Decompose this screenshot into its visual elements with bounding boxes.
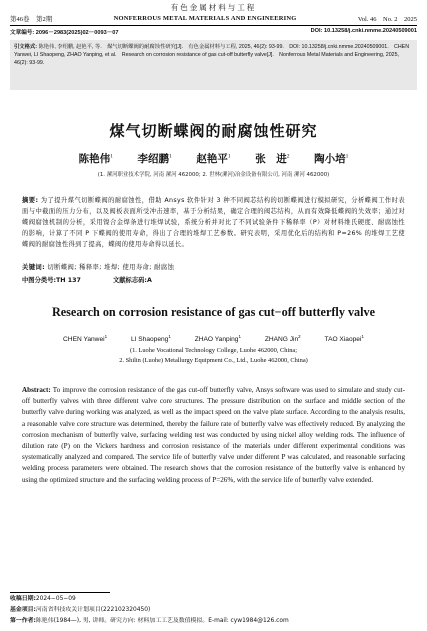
affiliation-en-line: 2. Shilin (Luohe) Metallurgy Equipment Co., Ltd., Luohe 462000, China) [119, 357, 308, 364]
affiliation-en-line: (1. Luohe Vocational Technology College, Luohe 462000, China; [129, 347, 298, 354]
doi: DOI: 10.13258/j.cnki.nmme.20240509001 [310, 28, 417, 34]
clc-number: 中图分类号:TH 137 [22, 277, 81, 284]
header-line [10, 12, 417, 24]
citation-text: 陈艳伟, 李绍鹏, 赵艳平, 等. 煤气切断蝶阀的耐腐蚀性研究[J]. 有色金属材料与工程, 2025, 46(2): 93-99. DOI: 10.13258/j.cnki.nmme.20240509001. CHEN Yanwei, LI Shaopeng, ZHAO Yanping, et al. Research on corrosion resistance of gas cut-off butterfly valve[J]. Nonferrous Metal Materials and Engineering, 2025, 46(2): 93-99. [14, 44, 410, 66]
abstract-en [22, 385, 405, 486]
author-list-en [0, 334, 427, 343]
abstract-cn-label: 摘要: [22, 197, 39, 204]
classification-line [22, 275, 405, 284]
citation-box [10, 40, 417, 90]
abstract-cn [22, 196, 405, 251]
article-number: 文章编号: 2096－2983(2025)02－0093－07 [10, 30, 119, 36]
journal-name-en: NONFERROUS METAL MATERIALS AND ENGINEERING [113, 14, 297, 22]
citation-label: 引文格式: [14, 44, 37, 50]
footnotes [10, 594, 417, 627]
author-cn: 李绍鹏$^1$ [137, 153, 172, 165]
title-cn: 煤气切断蝶阀的耐腐蚀性研究 [109, 122, 318, 140]
abstract-cn-text: 为了提升煤气切断蝶阀的耐腐蚀性，借助 Ansys 软件针对 3 种不同阀芯结构的切断蝶阀进行模拟研究，分析蝶阀工作时表面与中截面的压力分布，以及阀板表面所受冲击速率，基于分析结果，确定合理的阀芯结构，从而有效降低蝶阀的失效率；通过对蝶阀腐蚀机制的分析，采用镍合金焊条进行堆焊试验，系统分析并对比了不同试验条件下稀释率（P）对材料维氏硬度、耐腐蚀性的影响，计算了不同 P 下蝶阀的使用寿命，得出了合理的堆焊工艺参数。研究表明，采用优化后的结构和 P=26% 的堆焊工艺使蝶阀的耐腐蚀性得到了提高，蝶阀的使用寿命得以延长。 [22, 197, 405, 248]
author-cn: 陈艳伟$^1$ [78, 153, 113, 165]
author-en: CHEN Yanwei$^1$ [63, 334, 108, 344]
article-meta [10, 28, 417, 38]
author-en: TAO Xiaopei$^1$ [324, 334, 364, 344]
abstract-en-text: To improve the corrosion resistance of the gas cut-off butterfly valve, Ansys software was used to simulate and study cut-off butterfly valves with three different valve core structures. The pressure distribution on the surface and middle section of the butterfly valve during working was analyzed, as well as the impact speed on the valve plate surface. According to the analysis results, a reasonable valve core structure was determined, thereby the failure rate of butterfly valve was effectively reduced. By analyzing the corrosion mechanism of butterfly valve, surfacing welding test was conducted by using nickel alloy welding rods. The influence of dilution rate (P) on the Vickers hardness and corrosion resistance of the materials under different experimental conditions was systematically analyzed and compared. The service life of butterfly valve under different P was calculated, and reasonable surfacing welding process parameters were obtained. The research shows that the corrosion resistance of the butterfly valve is enhanced by using the optimized structure and the surfacing welding process of P=26%, with the service life of butterfly valve extended. [22, 386, 405, 484]
author-cn: 陶小培$^1$ [314, 153, 349, 165]
author-cn: 赵艳平$^1$ [196, 153, 231, 165]
volume-issue-en: Vol. 46 No. 2 2025 [357, 15, 417, 23]
document-code: 文献标志码:A [112, 277, 152, 284]
abstract-en-label: Abstract: [22, 386, 51, 394]
author-en: ZHAO Yanping$^1$ [194, 334, 241, 344]
received-date: 收稿日期:2024−05−09 [10, 596, 76, 602]
affiliation-cn: (1. 漯河职业技术学院, 河南 漯河 462000; 2. 世林(漯河)冶金设备有限公司, 河南 漯河 462000) [97, 172, 330, 178]
affiliation-en [0, 346, 427, 366]
keywords-cn [22, 262, 405, 271]
keywords-cn-text: 切断蝶阀; 稀释率; 堆焊; 使用寿命; 耐腐蚀 [47, 264, 175, 271]
first-author: 第一作者:陈艳伟(1984—), 男, 讲师。研究方向: 材料加工工艺及数值模拟。E-mail: cyw1984@126.com [10, 618, 289, 624]
journal-name-cn: 有色金属材料与工程 [170, 3, 257, 12]
author-cn: 张 进$^2$ [255, 153, 290, 165]
volume-issue-cn: 第46卷 第2期 [10, 15, 53, 23]
header-rule [10, 25, 417, 26]
footnote-rule [10, 592, 110, 593]
author-en: LI Shaopeng$^1$ [130, 334, 171, 344]
author-en: ZHANG Jin$^2$ [264, 334, 301, 344]
keywords-cn-label: 关键词: [22, 264, 46, 271]
fund-project: 基金项目:河南省科技攻关计划项目(222102320450) [10, 607, 151, 613]
author-list-cn [0, 151, 427, 166]
title-en: Research on corrosion resistance of gas cut−off butterfly valve [51, 305, 376, 319]
